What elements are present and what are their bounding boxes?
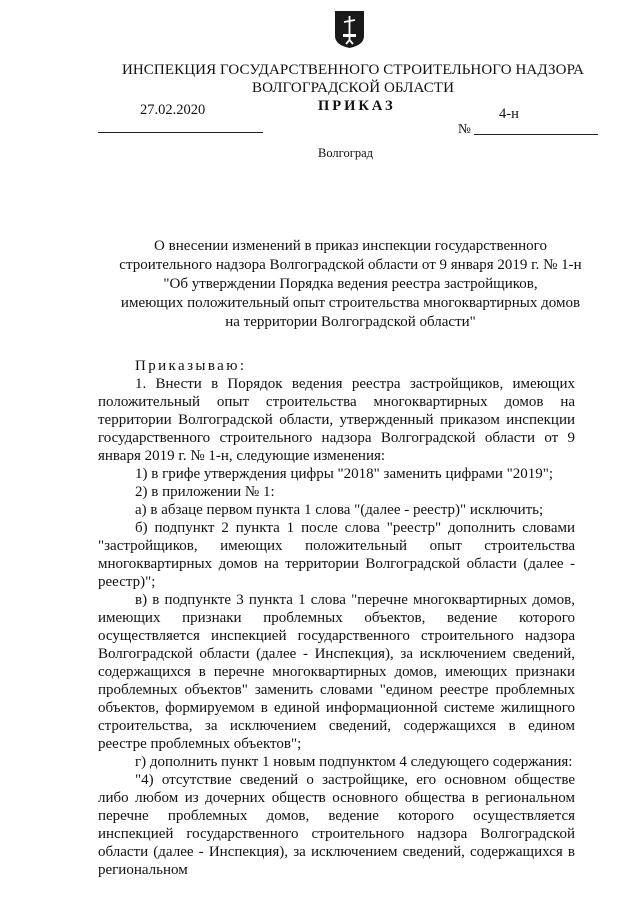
subject-line: О внесении изменений в приказ инспекции государственного [154, 238, 547, 254]
subject-line: строительного надзора Волгоградской области от 9 января 2019 г. № 1-н [119, 257, 582, 273]
subject-line: на территории Волгоградской области" [225, 314, 476, 330]
paragraph-new-subitem-4: "4) отсутствие сведений о застройщике, его основном обществе либо любом из дочерних обществ основного общества в региональном перечне проблемных домов, ведение которого осуществляется инспекцией государственного строительного надзора Волгоградской области (далее - Инспекция), за исключением сведений, содержащихся в региональном [98, 772, 575, 878]
order-date: 27.02.2020 [140, 102, 206, 118]
subject-line: имеющих положительный опыт строительства многоквартирных домов [120, 295, 581, 311]
subject-line: "Об утверждении Порядка ведения реестра застройщиков, [163, 276, 538, 292]
date-underline [98, 132, 263, 133]
number-underline [474, 134, 598, 135]
paragraph-subitem-1: 1) в грифе утверждения цифры "2018" заменить цифрами "2019"; [135, 466, 554, 482]
order-body [98, 357, 575, 879]
order-title: ПРИКАЗ [318, 98, 396, 114]
paragraph-subitem-v: в) в подпункте 3 пункта 1 слова "перечне многоквартирных домов, имеющих признаки проблемных объектов, ведение которого осуществляется инспекцией государственного строительного надзора Волгоградской области (далее - Инспекция), за исключением сведений, содержащихся в перечне многоквартирных домов, имеющих признаки проблемных объектов" заменить словами "едином реестре проблемных объектов, формируемом в единой информационной системе жилищного строительства, за исключением сведений, содержащихся в едином реестре проблемных объектов"; [98, 592, 575, 752]
paragraph-subitem-g: г) дополнить пункт 1 новым подпунктом 4 следующего содержания: [135, 754, 573, 770]
order-subject [98, 237, 603, 332]
order-city: Волгоград [318, 146, 374, 160]
paragraph-subitem-b: б) подпункт 2 пункта 1 после слова "реестр" дополнить словами "застройщиков, имеющих положительный опыт строительства многоквартирных домов на территории Волгоградской области (далее - реестр)"; [98, 520, 575, 590]
paragraph-item-1: 1. Внести в Порядок ведения реестра застройщиков, имеющих положительный опыт строительства многоквартирных домов на территории Волгоградской области, утвержденный приказом инспекции государственного строительного надзора Волгоградской области от 9 января 2019 г. № 1-н, следующие изменения: [98, 376, 575, 464]
order-number: 4-н [499, 106, 519, 122]
organization-name [98, 61, 608, 97]
coat-of-arms-icon [334, 10, 365, 49]
organization-line2: ВОЛГОГРАДСКОЙ ОБЛАСТИ [251, 80, 455, 96]
organization-line1: ИНСПЕКЦИЯ ГОСУДАРСТВЕННОГО СТРОИТЕЛЬНОГО НАДЗОРА [121, 62, 585, 78]
paragraph-subitem-2: 2) в приложении № 1: [135, 484, 275, 500]
order-directive: Приказываю: [135, 358, 247, 374]
number-sign: № [458, 121, 471, 136]
paragraph-subitem-a: а) в абзаце первом пункта 1 слова "(далее - реестр)" исключить; [135, 502, 544, 518]
